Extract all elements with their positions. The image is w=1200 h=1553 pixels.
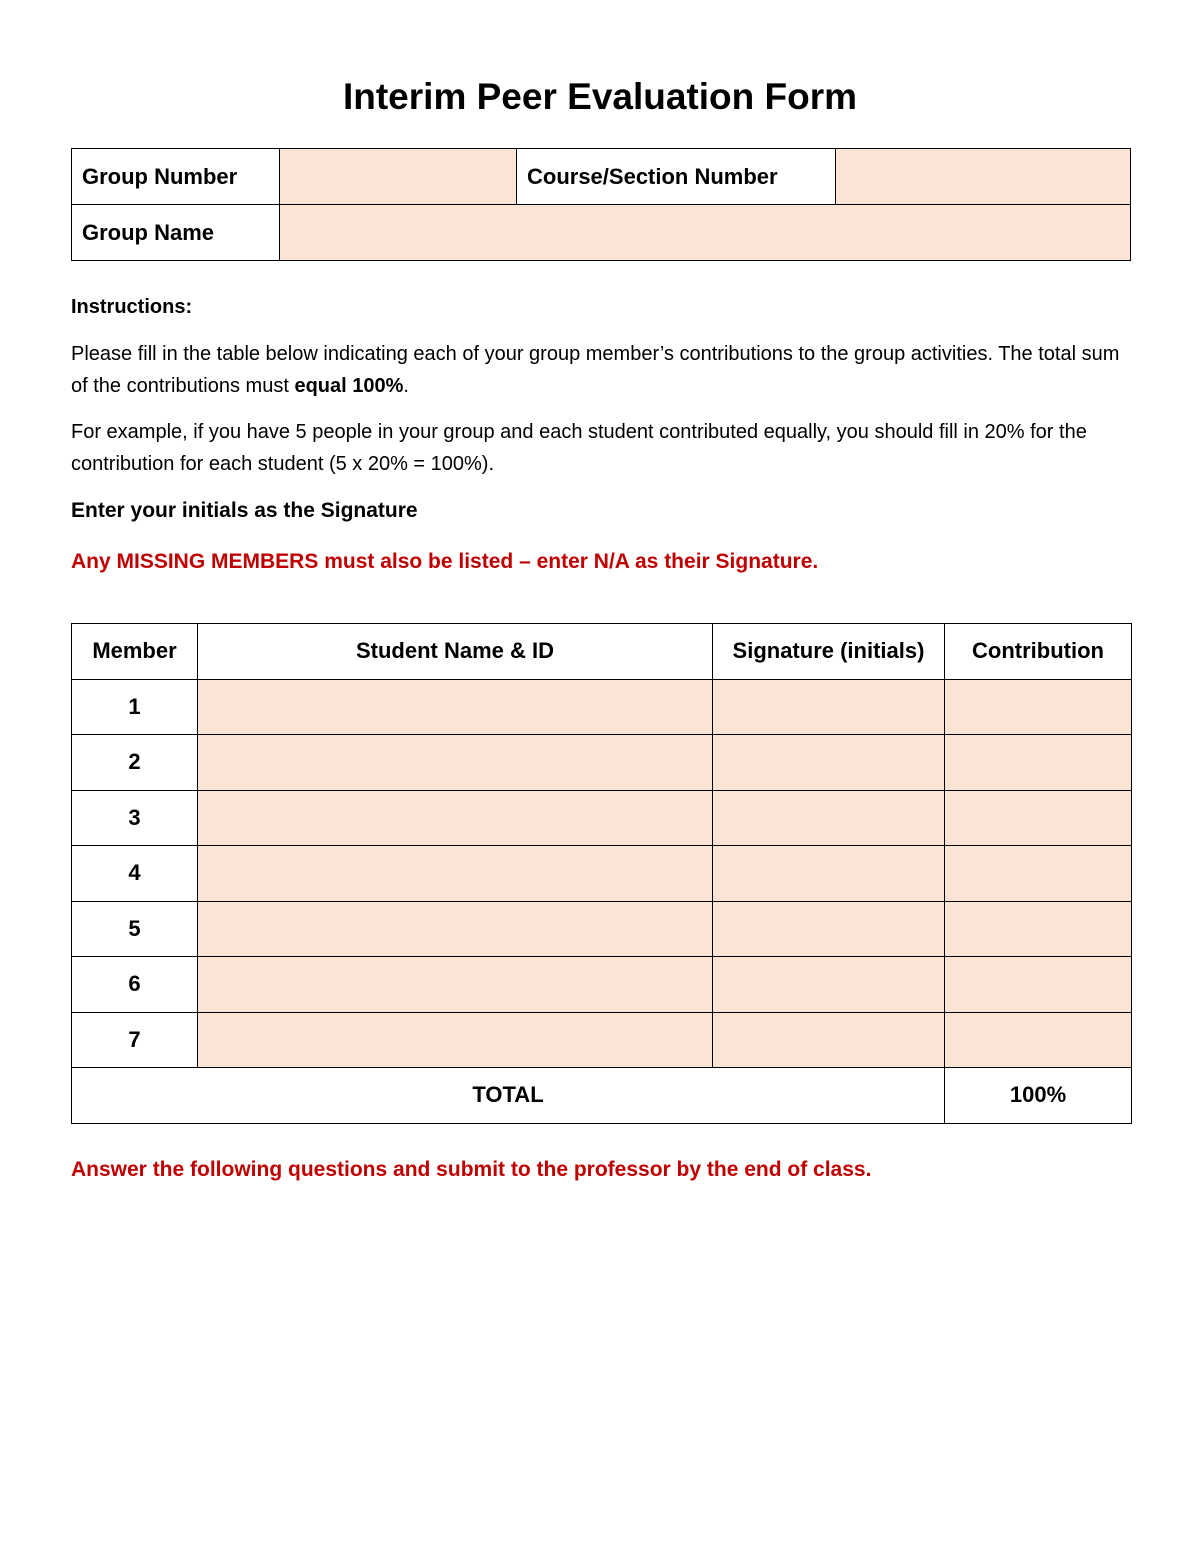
name-id-field[interactable] (198, 1012, 713, 1068)
instructions-heading: Instructions: (71, 296, 193, 318)
table-row (72, 846, 1132, 902)
table-row (72, 679, 1132, 735)
page-title: Interim Peer Evaluation Form (342, 76, 858, 117)
name-id-column-header: Student Name & ID (198, 624, 713, 680)
name-id-field[interactable] (198, 679, 713, 735)
members-header-row (72, 624, 1132, 680)
contribution-field[interactable] (945, 790, 1132, 846)
member-number: 6 (72, 957, 198, 1013)
signature-field[interactable] (713, 679, 945, 735)
signature-field[interactable] (713, 790, 945, 846)
table-row (72, 957, 1132, 1013)
total-row (72, 1068, 1132, 1124)
contribution-field[interactable] (945, 735, 1132, 791)
name-id-field[interactable] (198, 957, 713, 1013)
member-number: 5 (72, 901, 198, 957)
name-id-field[interactable] (198, 901, 713, 957)
group-info-table (71, 148, 1131, 261)
member-number: 2 (72, 735, 198, 791)
group-name-row (72, 205, 1131, 261)
course-section-field[interactable] (836, 149, 1131, 205)
group-number-field[interactable] (280, 149, 517, 205)
member-number: 4 (72, 846, 198, 902)
contribution-field[interactable] (945, 846, 1132, 902)
instructions-para1-suffix: . (403, 375, 409, 397)
member-number: 7 (72, 1012, 198, 1068)
instructions-para1-prefix: Please fill in the table below indicating each of your group member’s contributions to the group activities. The total sum of the contributions must (71, 343, 1120, 397)
signature-field[interactable] (713, 957, 945, 1013)
signature-field[interactable] (713, 1012, 945, 1068)
contribution-field[interactable] (945, 957, 1132, 1013)
instructions-paragraph-2: For example, if you have 5 people in your group and each student contributed equally, you should fill in 20% for the contribution for each student (5 x 20% = 100%). (71, 421, 1087, 475)
table-row (72, 901, 1132, 957)
table-row (72, 790, 1132, 846)
table-row (72, 735, 1132, 791)
table-row (72, 1012, 1132, 1068)
signature-column-header: Signature (initials) (713, 624, 945, 680)
course-section-label: Course/Section Number (517, 149, 836, 205)
total-label: TOTAL (72, 1068, 945, 1124)
signature-field[interactable] (713, 901, 945, 957)
group-name-label: Group Name (72, 205, 280, 261)
contribution-field[interactable] (945, 1012, 1132, 1068)
name-id-field[interactable] (198, 846, 713, 902)
contribution-field[interactable] (945, 679, 1132, 735)
group-name-field[interactable] (280, 205, 1131, 261)
contribution-column-header: Contribution (945, 624, 1132, 680)
member-column-header: Member (72, 624, 198, 680)
members-table (71, 623, 1132, 1124)
instructions-paragraph-1 (71, 338, 1131, 402)
signature-field[interactable] (713, 735, 945, 791)
contribution-field[interactable] (945, 901, 1132, 957)
total-value: 100% (945, 1068, 1132, 1124)
footer-note: Answer the following questions and submit to the professor by the end of class. (71, 1158, 872, 1181)
name-id-field[interactable] (198, 790, 713, 846)
signature-note: Enter your initials as the Signature (71, 499, 418, 522)
missing-members-note: Any MISSING MEMBERS must also be listed – enter N/A as their Signature. (71, 550, 819, 573)
signature-field[interactable] (713, 846, 945, 902)
instructions-para1-bold: equal 100% (294, 375, 404, 397)
group-number-row (72, 149, 1131, 205)
member-number: 3 (72, 790, 198, 846)
member-number: 1 (72, 679, 198, 735)
group-number-label: Group Number (72, 149, 280, 205)
name-id-field[interactable] (198, 735, 713, 791)
